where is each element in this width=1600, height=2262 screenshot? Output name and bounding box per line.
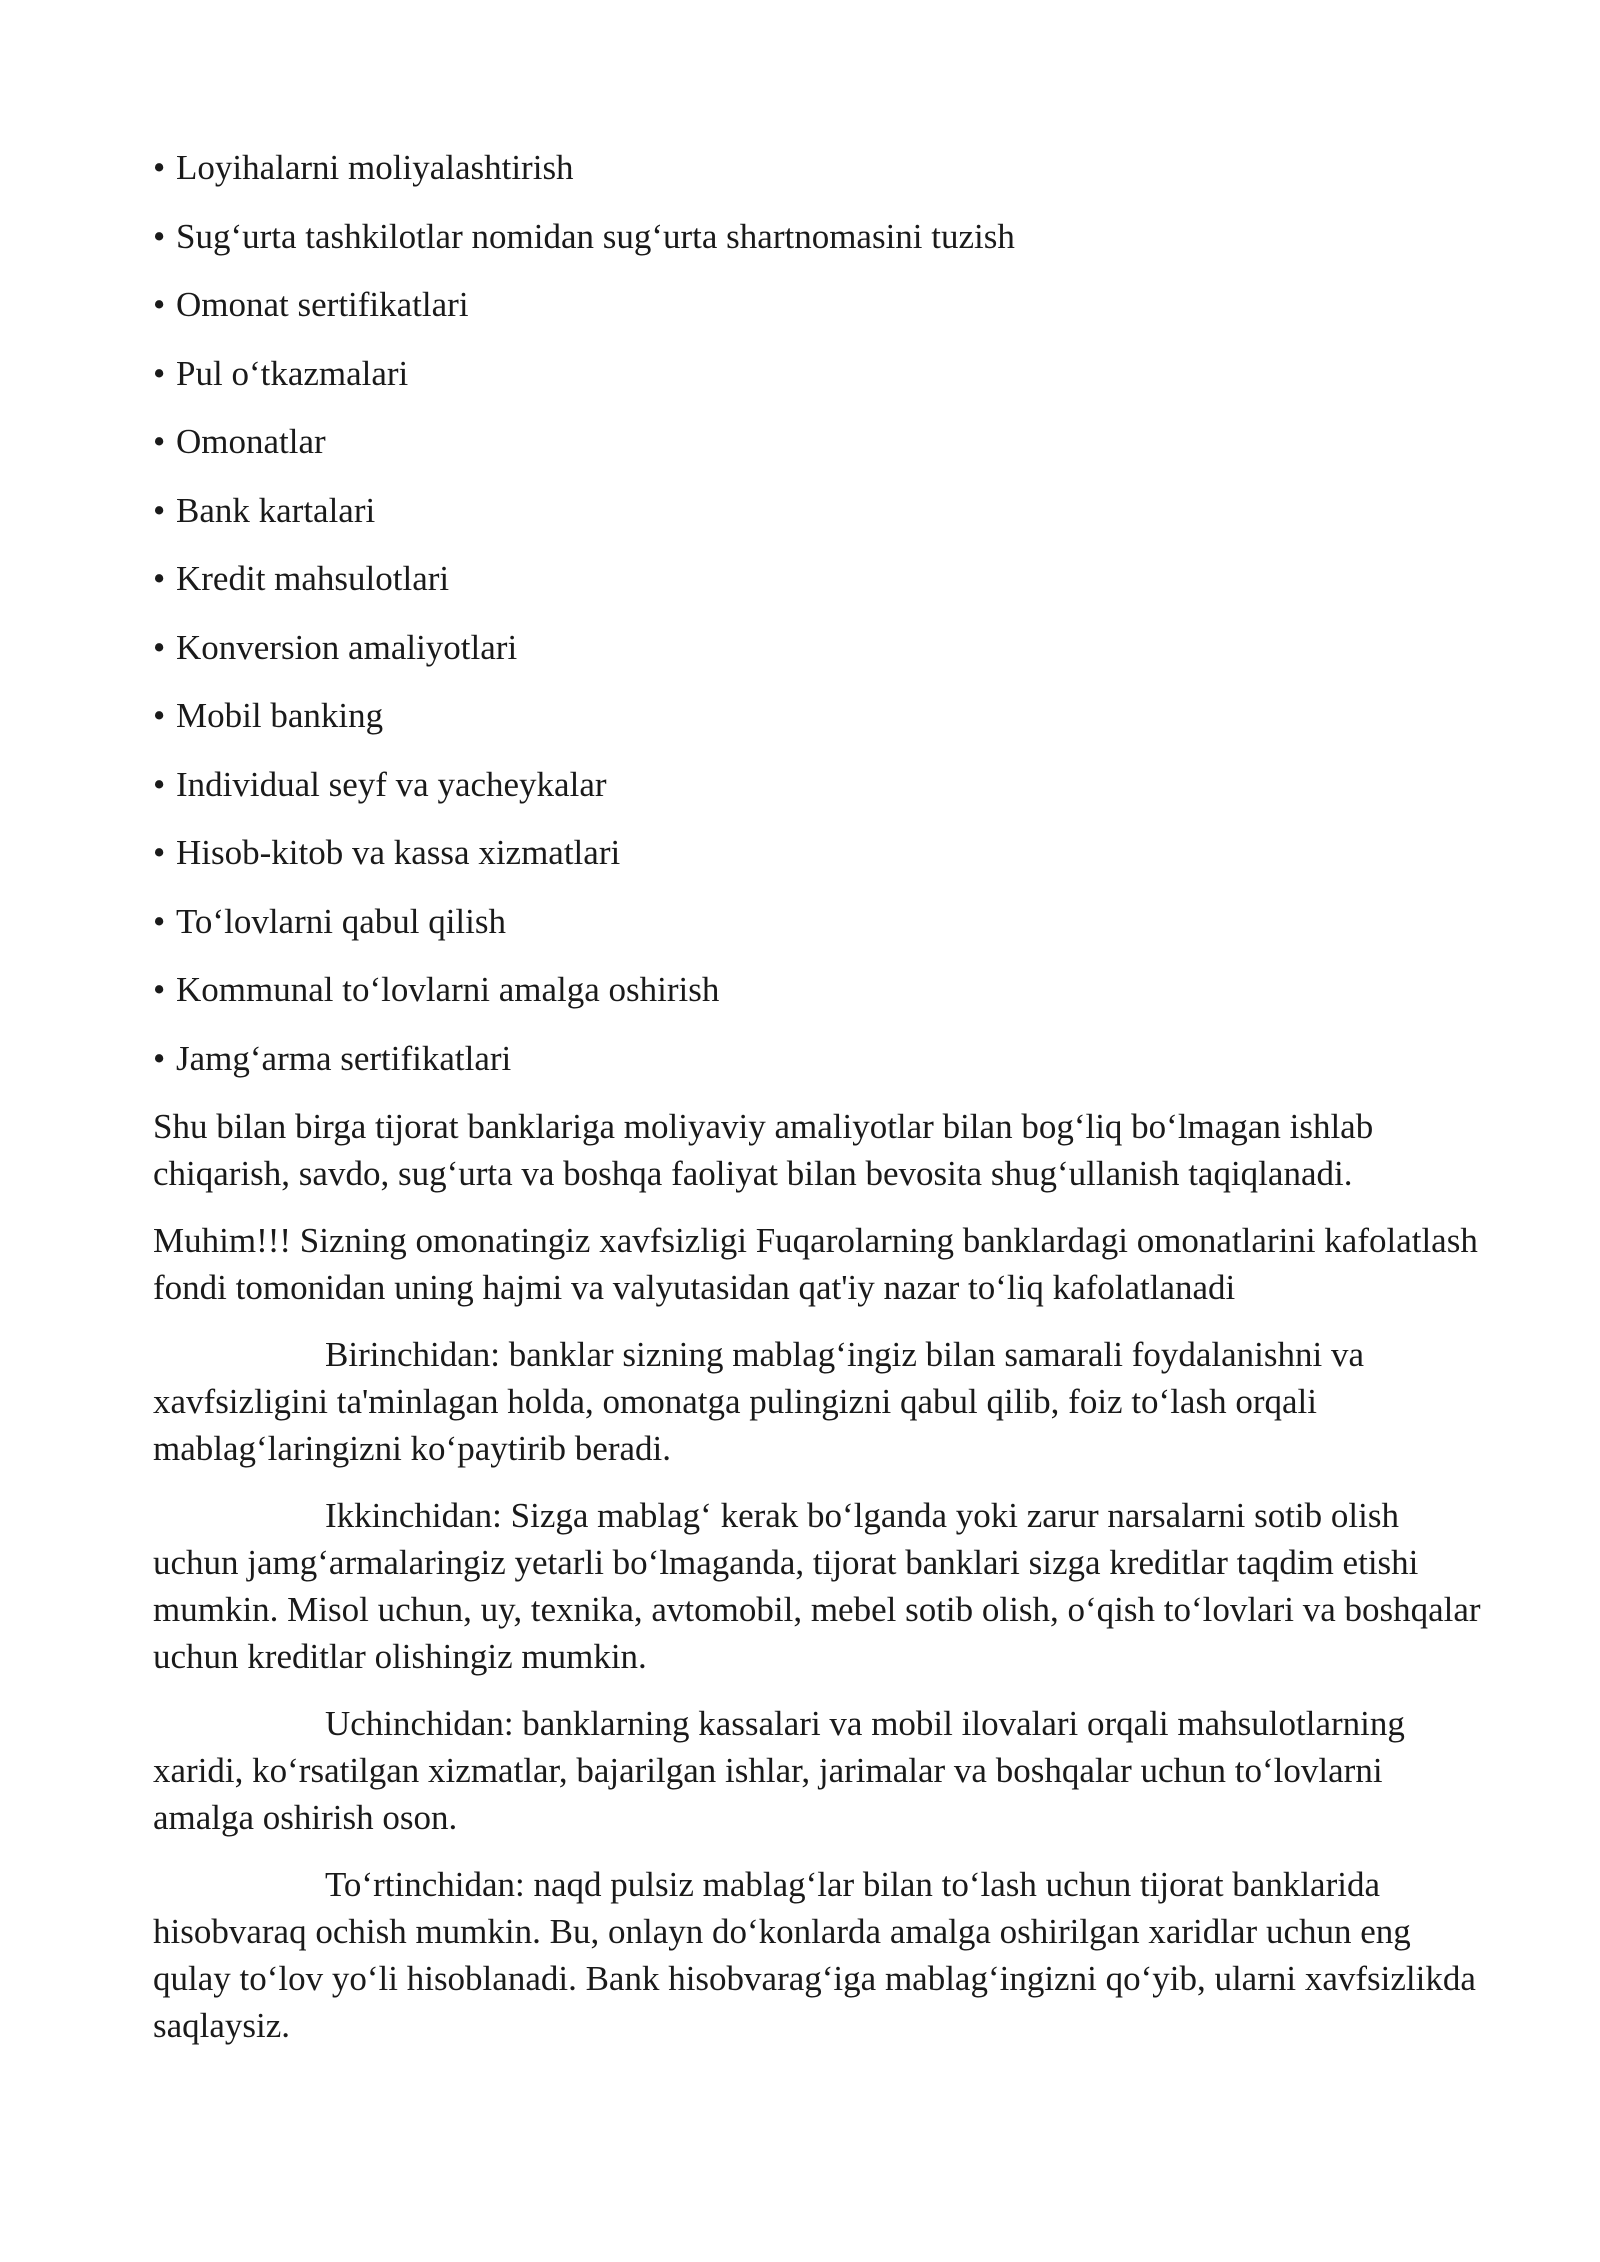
bullet-text: Jamg‘arma sertifikatlari xyxy=(176,1038,512,1078)
bullet-marker: • xyxy=(153,970,166,1009)
bullet-marker: • xyxy=(153,559,166,598)
bullet-marker: • xyxy=(153,422,166,461)
bullet-item xyxy=(153,833,1490,902)
bullet-text: To‘lovlarni qabul qilish xyxy=(176,901,507,941)
bullet-marker: • xyxy=(153,353,166,393)
paragraph-third-benefit: Uchinchidan: banklarning kassalari va mobil ilovalari orqali mahsulotlarning xaridi, ko‘rsatilgan xizmatlar, bajarilgan ishlar, jarimalar va boshqalar uchun to‘lovlarni amalga oshirish oson. xyxy=(153,1704,1405,1837)
bullet-text: Sug‘urta tashkilotlar nomidan sug‘urta shartnomasini tuzish xyxy=(176,216,1015,256)
bullet-marker: • xyxy=(153,696,166,735)
bullet-item xyxy=(153,491,1490,560)
bullet-marker: • xyxy=(153,1038,166,1078)
services-bullet-list xyxy=(153,148,1490,1107)
bullet-item xyxy=(153,696,1490,765)
bullet-text: Konversion amaliyotlari xyxy=(176,627,518,667)
bullet-marker: • xyxy=(153,901,166,941)
bullet-marker: • xyxy=(153,833,166,872)
bullet-text: Omonatlar xyxy=(176,422,326,461)
paragraph-second-benefit: Ikkinchidan: Sizga mablag‘ kerak bo‘lganda yoki zarur narsalarni sotib olish uchun jamg‘armalaringiz yetarli bo‘lmaganda, tijorat banklari sizga kreditlar taqdim etishi mumkin. Misol uchun, uy, texnika, avtomobil, mebel sotib olish, o‘qish to‘lovlari va boshqalar uchun kreditlar olishingiz mumkin. xyxy=(153,1496,1481,1676)
bullet-text: Kommunal to‘lovlarni amalga oshirish xyxy=(176,970,720,1009)
bullet-marker: • xyxy=(153,216,166,256)
bullet-text: Individual seyf va yacheykalar xyxy=(176,764,607,804)
bullet-marker: • xyxy=(153,627,166,667)
bullet-text: Bank kartalari xyxy=(176,490,376,530)
bullet-marker: • xyxy=(153,285,166,324)
bullet-item xyxy=(153,559,1490,628)
bullet-item xyxy=(153,217,1490,286)
bullet-text: Mobil banking xyxy=(176,696,384,735)
paragraph-first-benefit: Birinchidan: banklar sizning mablag‘ingiz bilan samarali foydalanishni va xavfsizligini ta'minlagan holda, omonatga pulingizni qabul qilib, foiz to‘lash orqali mablag‘laringizni ko‘paytirib beradi. xyxy=(153,1335,1365,1468)
paragraph-restriction: Shu bilan birga tijorat banklariga moliyaviy amaliyotlar bilan bog‘liq bo‘lmagan ishlab chiqarish, savdo, sug‘urta va boshqa faoliyat bilan bevosita shug‘ullanish taqiqlanadi. xyxy=(153,1107,1374,1193)
bullet-item xyxy=(153,902,1490,971)
bullet-marker: • xyxy=(153,148,166,187)
bullet-text: Kredit mahsulotlari xyxy=(176,559,450,598)
bullet-text: Omonat sertifikatlari xyxy=(176,285,469,324)
bullet-item xyxy=(153,628,1490,697)
bullet-item xyxy=(153,422,1490,491)
paragraph-deposit-guarantee: Muhim!!! Sizning omonatingiz xavfsizligi Fuqarolarning banklardagi omonatlarini kafolatlash fondi tomonidan uning hajmi va valyutasidan qat'iy nazar to‘liq kafolatlanadi xyxy=(153,1221,1478,1307)
bullet-item xyxy=(153,765,1490,834)
bullet-item xyxy=(153,970,1490,1039)
bullet-text: Hisob-kitob va kassa xizmatlari xyxy=(176,833,621,872)
bullet-text: Loyihalarni moliyalashtirish xyxy=(176,148,574,187)
bullet-item xyxy=(153,354,1490,423)
bullet-marker: • xyxy=(153,764,166,804)
bullet-marker: • xyxy=(153,490,166,530)
paragraph-fourth-benefit: To‘rtinchidan: naqd pulsiz mablag‘lar bilan to‘lash uchun tijorat banklarida hisobvaraq ochish mumkin. Bu, onlayn do‘konlarda amalga oshirilgan xaridlar uchun eng qulay to‘lov yo‘li hisoblanadi. Bank hisobvarag‘iga mablag‘ingizni qo‘yib, ularni xavfsizlikda saqlaysiz. xyxy=(153,1865,1476,2045)
bullet-item xyxy=(153,148,1490,217)
bullet-item xyxy=(153,285,1490,354)
bullet-text: Pul o‘tkazmalari xyxy=(176,353,409,393)
bullet-item xyxy=(153,1039,1490,1108)
